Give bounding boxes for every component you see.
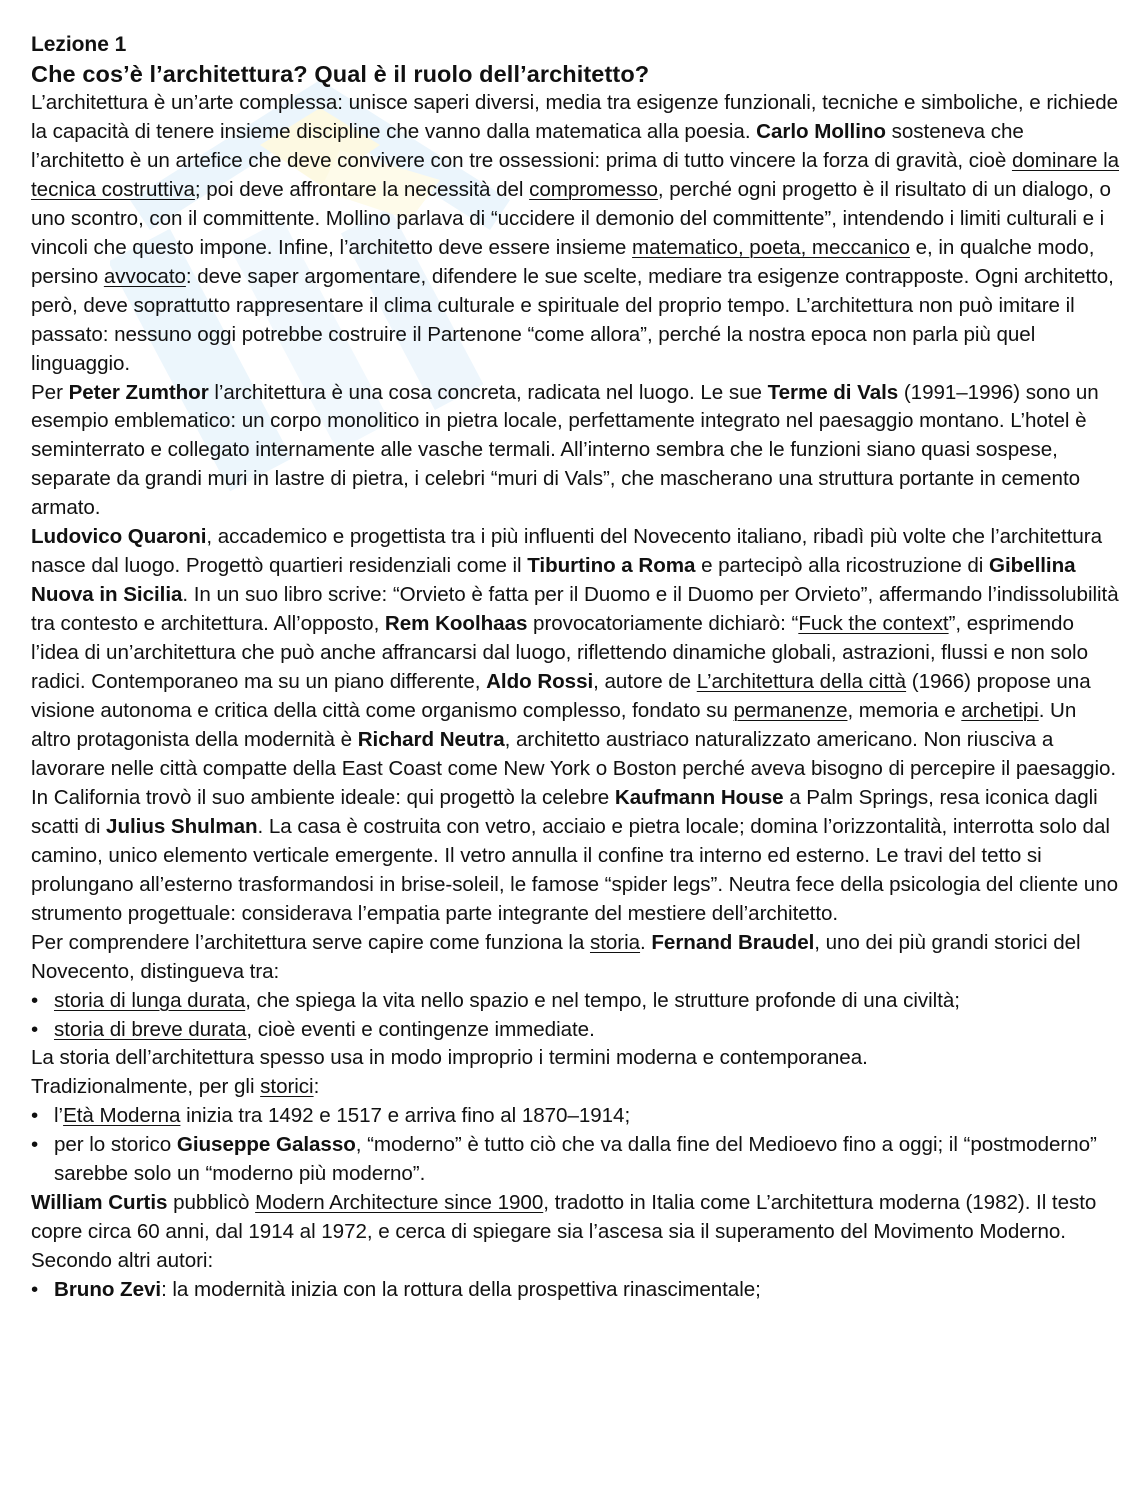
underlined-term: L’architettura della città bbox=[696, 670, 907, 694]
text-run: , accademico e progettista tra i più influenti del Novecento italiano, ribadì più volte che l’architettura nasce dal luogo. Progettò quartieri residenziali come il bbox=[31, 525, 1103, 578]
bold-term: Ludovico Quaroni bbox=[31, 525, 207, 549]
list-item bbox=[31, 987, 1121, 1016]
text-run: pubblicò bbox=[167, 1191, 256, 1215]
text-run: Per bbox=[31, 380, 69, 404]
underlined-term: permanenze bbox=[733, 699, 848, 723]
text-run: per lo storico bbox=[54, 1133, 177, 1157]
underlined-term: storia di breve durata bbox=[54, 1017, 247, 1041]
bold-term: Carlo Mollino bbox=[756, 119, 886, 143]
text-run: . In un suo libro scrive: “Orvieto è fatta per il Duomo e il Duomo per Orvieto”, affermando l’indissolubilità tra contesto e architettura. All’opposto, bbox=[31, 583, 1119, 636]
text-run: . bbox=[640, 930, 652, 954]
paragraph-curtis bbox=[31, 1189, 1121, 1247]
bold-term: Richard Neutra bbox=[357, 727, 505, 751]
bold-term: Julius Shulman bbox=[106, 814, 258, 838]
text-run: , che spiega la vita nello spazio e nel tempo, le strutture profonde di una civiltà; bbox=[245, 988, 960, 1012]
bullet-icon: • bbox=[31, 1017, 39, 1041]
text-run: L’architettura è un’arte complessa: unisce saperi diversi, media tra esigenze funzionali, tecniche e simboliche, e richiede la capacità di tenere insieme discipline che vanno dalla matematica alla poesia. bbox=[31, 91, 1119, 143]
underlined-term: Modern Architecture since 1900 bbox=[255, 1191, 544, 1215]
paragraph-historians bbox=[31, 1073, 1121, 1102]
paragraph-quaroni-koolhaas-rossi-neutra bbox=[31, 523, 1121, 928]
text-run: (1966) propose una visione autonoma e critica della città come organismo complesso, fondato su bbox=[31, 670, 1091, 723]
lesson-label: Lezione 1 bbox=[31, 33, 127, 56]
text-run: , “moderno” è tutto ciò che va dalla fine del Medioevo fino a oggi; il “postmoderno” sarebbe solo un “moderno più moderno”. bbox=[54, 1133, 1097, 1186]
list-item bbox=[31, 1276, 1121, 1305]
text-run: , uno dei più grandi storici del Novecento, distingueva tra: bbox=[31, 930, 1081, 983]
text-run: , tradotto in Italia come L’architettura moderna (1982). Il testo copre circa 60 anni, dal 1914 al 1972, e cerca di spiegare sia l’ascesa sia il superamento del Movimento Moderno. bbox=[31, 1191, 1097, 1244]
bold-term: Peter Zumthor bbox=[68, 380, 209, 404]
text-run: : deve saper argomentare, difendere le sue scelte, mediare tra esigenze contrapposte. Ogni architetto, però, deve soprattutto rappresentare il clima culturale e spirituale del proprio tempo. L’architettura non può imitare il passato: nessuno oggi potrebbe costruire il Partenone “come allora”, perché la nostra epoca non parla più quel linguaggio. bbox=[31, 264, 1114, 375]
text-run: , memoria e bbox=[847, 699, 962, 723]
text-run: (1991–1996) sono un esempio emblematico: un corpo monolitico in pietra locale, perfettamente integrato nel paesaggio montano. L’hotel è seminterrato e collegato internamente alle vasche termali. All’interno sembra che le funzioni siano quasi sospese, separate da grandi muri in lastre di pietra, i celebri “muri di Vals”, che mascherano una struttura portante in cemento armato. bbox=[31, 380, 1099, 520]
bold-term: Tiburtino a Roma bbox=[527, 554, 696, 578]
text-run: l’ bbox=[54, 1104, 64, 1128]
text-run: , perché ogni progetto è il risultato di un dialogo, o uno scontro, con il committente. Mollino parlava di “uccidere il demonio del committente”, intendendo i limiti culturali e i vincoli che questo impone. Infine, l’architetto deve essere insieme bbox=[31, 177, 1111, 259]
page-title: Che cos’è l’architettura? Qual è il ruolo dell’architetto? bbox=[31, 61, 650, 87]
underlined-term: storia di lunga durata bbox=[54, 988, 246, 1012]
text-run: : la modernità inizia con la rottura della prospettiva rinascimentale; bbox=[161, 1278, 761, 1302]
text-run: a Palm Springs, resa iconica dagli scatti di bbox=[31, 785, 1098, 838]
bold-term: Kaufmann House bbox=[614, 785, 784, 809]
underlined-term: storia bbox=[589, 930, 641, 954]
bold-term: William Curtis bbox=[31, 1191, 168, 1215]
braudel-list bbox=[31, 987, 1121, 1045]
bold-term: Fernand Braudel bbox=[651, 930, 815, 954]
underlined-term: Età Moderna bbox=[63, 1104, 181, 1128]
other-authors-list bbox=[31, 1276, 1121, 1305]
text-run: , cioè eventi e contingenze immediate. bbox=[246, 1017, 595, 1041]
paragraph-mollino bbox=[31, 89, 1121, 379]
list-item bbox=[31, 1102, 1121, 1131]
text-run: La storia dell’architettura spesso usa in modo improprio i termini moderna e contemporanea. bbox=[31, 1046, 868, 1070]
text-run: , architetto austriaco naturalizzato americano. Non riusciva a lavorare nelle città compatte della East Coast come New York o Boston perché aveva bisogno di percepire il paesaggio. In California trovò il suo ambiente ideale: qui progettò la celebre bbox=[31, 727, 1117, 809]
text-run: provocatoriamente dichiarò: “ bbox=[527, 612, 799, 636]
bullet-icon: • bbox=[31, 988, 39, 1012]
text-run: ; poi deve affrontare la necessità del bbox=[194, 177, 530, 201]
underlined-term: matematico, poeta, meccanico bbox=[632, 235, 910, 259]
paragraph-zumthor bbox=[31, 379, 1121, 524]
bold-term: Gibellina Nuova in Sicilia bbox=[31, 554, 1076, 607]
list-item bbox=[31, 1131, 1121, 1189]
paragraph-other-authors bbox=[31, 1247, 1121, 1276]
list-item bbox=[31, 1016, 1121, 1045]
underlined-term: Fuck the context bbox=[798, 612, 949, 636]
bold-term: Giuseppe Galasso bbox=[176, 1133, 356, 1157]
bold-term: Aldo Rossi bbox=[486, 670, 594, 694]
text-run: l’architettura è una cosa concreta, radicata nel luogo. Le sue bbox=[208, 380, 768, 404]
text-run: Per comprendere l’architettura serve capire come funziona la bbox=[31, 930, 590, 954]
underlined-term: compromesso bbox=[529, 177, 658, 201]
text-run: ”, esprimendo l’idea di un’architettura che può anche affrancarsi dal luogo, riflettendo dinamiche globali, astrazioni, flussi e non solo radici. Contemporaneo ma su un piano differente, bbox=[31, 612, 1088, 694]
text-run: . Un altro protagonista della modernità è bbox=[31, 699, 1077, 751]
text-run: e partecipò alla ricostruzione di bbox=[695, 554, 989, 578]
bold-term: Terme di Vals bbox=[767, 380, 899, 404]
bullet-icon: • bbox=[31, 1104, 39, 1128]
text-run: e, in qualche modo, persino bbox=[31, 235, 1095, 288]
bold-term: Bruno Zevi bbox=[54, 1278, 162, 1302]
text-run: , autore de bbox=[593, 670, 697, 694]
text-run: Tradizionalmente, per gli bbox=[31, 1075, 261, 1099]
historians-list bbox=[31, 1102, 1121, 1189]
text-run: sosteneva che l’architetto è un artefice che deve convivere con tre ossessioni: prima di tutto vincere la forza di gravità, cioè bbox=[31, 119, 1024, 172]
underlined-term: dominare la tecnica costruttiva bbox=[31, 148, 1120, 201]
paragraph-braudel bbox=[31, 929, 1121, 987]
underlined-term: avvocato bbox=[103, 264, 186, 288]
paragraph-terms bbox=[31, 1044, 1121, 1073]
bullet-icon: • bbox=[31, 1133, 39, 1157]
document-page bbox=[31, 30, 1121, 1305]
underlined-term: storici bbox=[260, 1075, 314, 1099]
text-run: inizia tra 1492 e 1517 e arriva fino al 1870–1914; bbox=[180, 1104, 631, 1128]
text-run: Secondo altri autori: bbox=[31, 1249, 214, 1273]
underlined-term: archetipi bbox=[961, 699, 1039, 723]
text-run: . La casa è costruita con vetro, acciaio e pietra locale; domina l’orizzontalità, interrotta solo dal camino, unico elemento verticale emergente. Il vetro annulla il confine tra interno ed esterno. Le travi del tetto si prolungano all’esterno trasformandosi in brise-soleil, le famose “spider legs”. Neutra fece della psicologia del cliente uno strumento progettuale: considerava l’empatia parte integrante del mestiere dell’architetto. bbox=[31, 814, 1118, 925]
bullet-icon: • bbox=[31, 1278, 39, 1302]
bold-term: Rem Koolhaas bbox=[384, 612, 528, 636]
text-run: : bbox=[313, 1075, 320, 1099]
